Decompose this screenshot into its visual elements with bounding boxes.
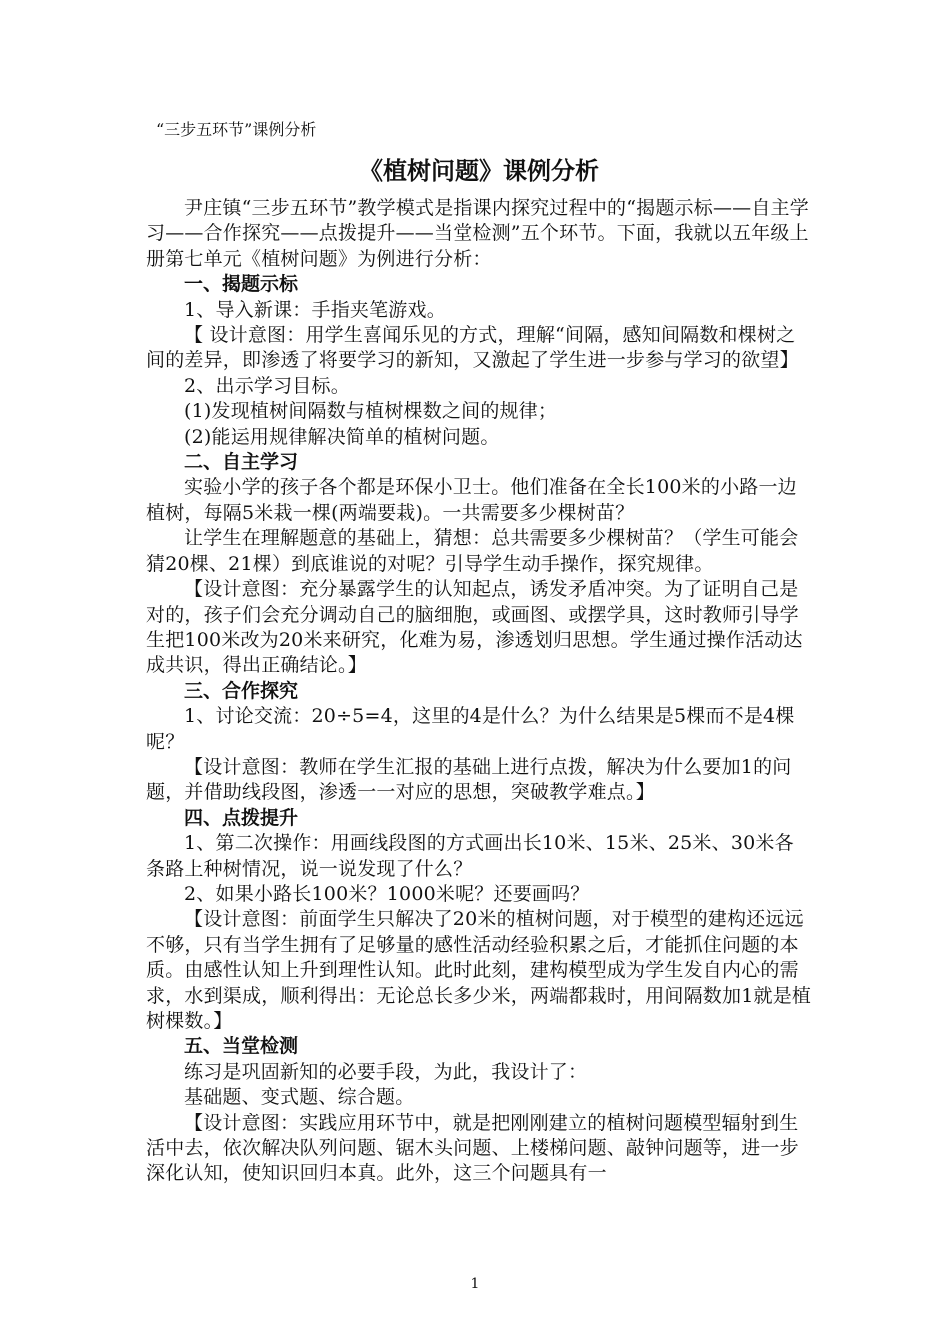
paragraph: 练习是巩固新知的必要手段，为此，我设计了： — [184, 1060, 588, 1083]
paragraph: 尹庄镇“三步五环节”教学模式是指课内探究过程中的“揭题示标——自主学习——合作探究——点拨提升——当堂检测”五个环节。下面，我就以五年级上册第七单元《植树问题》为例进行分析： — [146, 197, 809, 270]
running-header: “三步五环节”课例分析 — [156, 120, 317, 139]
section-heading: 二、自主学习 — [184, 451, 299, 474]
paragraph: 让学生在理解题意的基础上，猜想：总共需要多少棵树苗？（学生可能会猜20棵、21棵）到底谁说的对呢？引导学生动手操作，探究规律。 — [146, 527, 799, 575]
paragraph: 【设计意图：充分暴露学生的认知起点，诱发矛盾冲突。为了证明自己是对的，孩子们会充分调动自己的脑细胞，或画图、或摆学具，这时教师引导学生把100米改为20米来研究，化难为易，渗透划归思想。学生通过操作活动达成共识，得出正确结论。】 — [146, 578, 803, 677]
paragraph: 1、第二次操作：用画线段图的方式画出长10米、15米、25米、30米各条路上种树情况，说一说发现了什么？ — [146, 832, 794, 880]
paragraph: 【 设计意图：用学生喜闻乐见的方式，理解“间隔，感知间隔数和棵树之间的差异，即渗透了将要学习的新知，又激起了学生进一步参与学习的欲望】 — [146, 324, 799, 372]
paragraph: 1、导入新课：手指夹笔游戏。 — [184, 298, 446, 321]
document-title: 《植树问题》课例分析 — [359, 157, 599, 185]
paragraph: (1)发现植树间隔数与植树棵数之间的规律； — [184, 400, 558, 423]
paragraph: (2)能运用规律解决简单的植树问题。 — [184, 425, 500, 448]
document-page — [146, 118, 812, 1187]
paragraph: 【设计意图：教师在学生汇报的基础上进行点拨，解决为什么要加1的问题，并借助线段图，渗透一一对应的思想，突破教学难点。】 — [146, 755, 792, 804]
paragraph: 【设计意图：前面学生只解决了20米的植树问题，对于模型的建构还远远不够，只有当学生拥有了足够量的感性活动经验积累之后，才能抓住问题的本质。由感性认知上升到理性认知。此时此刻，建构模型成为学生发自内心的需求，水到渠成，顺利得出：无论总长多少米，两端都栽时，用间隔数加1就是植树棵数。】 — [146, 908, 812, 1032]
section-heading: 三、合作探究 — [184, 679, 299, 702]
paragraph: 2、如果小路长100米？1000米呢？还要画吗？ — [184, 882, 590, 905]
section-heading: 一、揭题示标 — [184, 273, 299, 296]
paragraph: 2、出示学习目标。 — [184, 374, 350, 397]
paragraph: 【设计意图：实践应用环节中，就是把刚刚建立的植树问题模型辐射到生活中去，依次解决队列问题、锯木头问题、上楼梯问题、敲钟问题等，进一步深化认知，使知识回归本真。此外，这三个问题具有一 — [146, 1111, 799, 1185]
paragraph: 基础题、变式题、综合题。 — [184, 1086, 415, 1109]
section-heading: 四、点拨提升 — [184, 806, 299, 829]
paragraph: 实验小学的孩子各个都是环保小卫士。他们准备在全长100米的小路一边植树，每隔5米栽一棵(两端要栽)。一共需要多少棵树苗？ — [146, 476, 797, 524]
document-body — [146, 196, 812, 1187]
section-heading: 五、当堂检测 — [184, 1035, 299, 1058]
paragraph: 1、讨论交流：20÷5=4，这里的4是什么？为什么结果是5棵而不是4棵呢？ — [146, 705, 795, 753]
page-number: 1 — [470, 1276, 480, 1292]
